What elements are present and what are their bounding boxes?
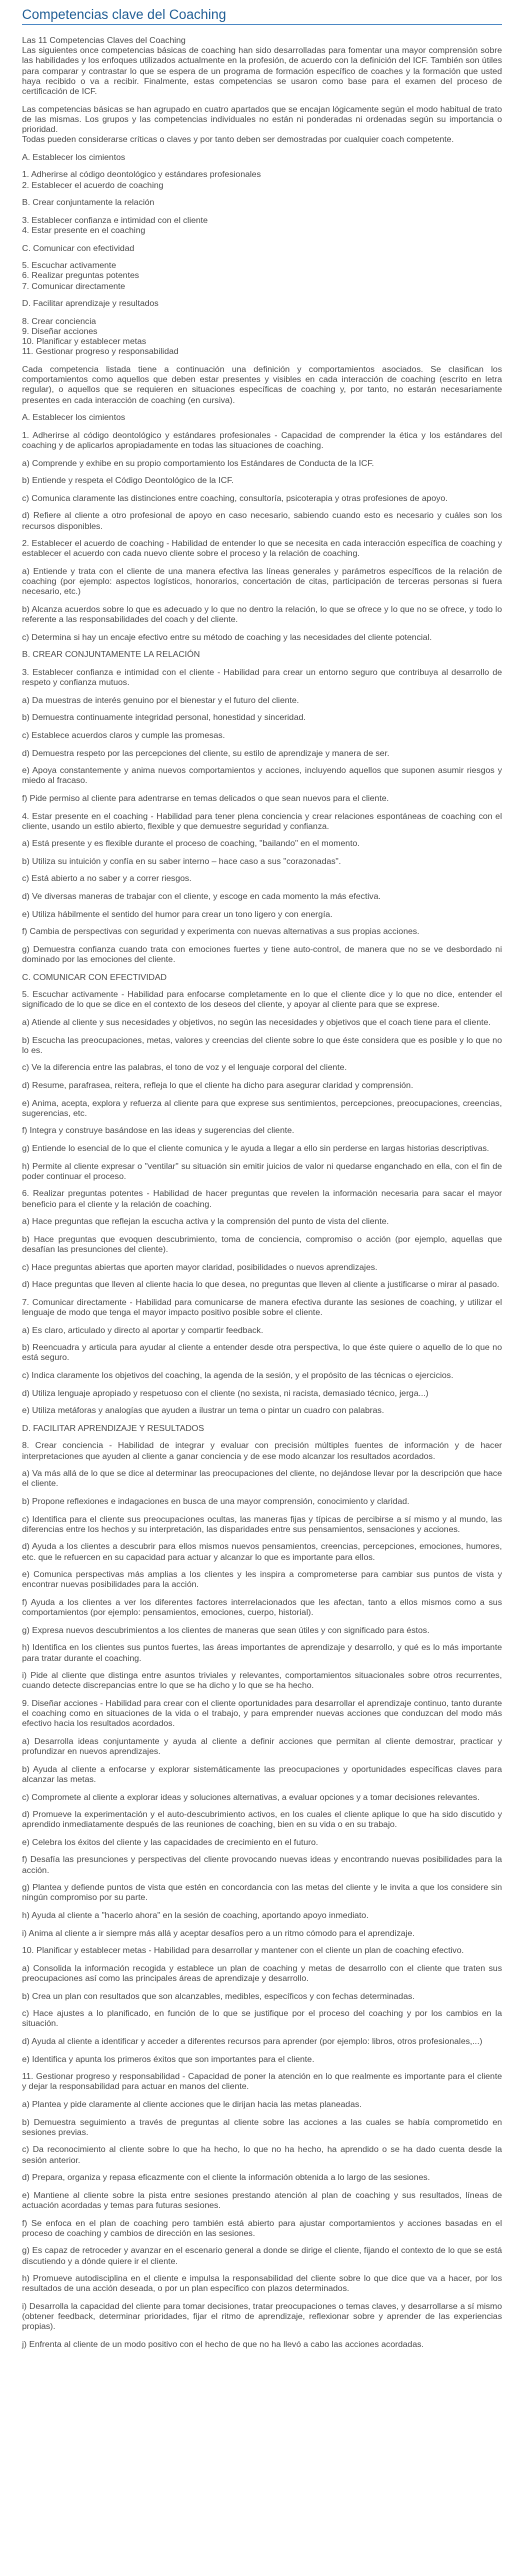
paragraph: C. Comunicar con efectividad (22, 242, 135, 253)
paragraph: c) Está abierto a no saber y a correr riesgos. (22, 873, 192, 884)
document-body (22, 35, 502, 2349)
paragraph: c) Ve la diferencia entre las palabras, el tono de voz y el lenguaje corporal del cliente. (22, 1062, 347, 1073)
paragraph: a) Está presente y es flexible durante el proceso de coaching, "bailando" en el momento. (22, 838, 360, 849)
paragraph: c) Da reconocimiento al cliente sobre lo que ha hecho, lo que no ha hecho, ha aprendido o se ha dado cuenta desde la sesión anterior. (22, 2144, 502, 2165)
paragraph: f) Pide permiso al cliente para adentrarse en temas delicados o que sean nuevos para el cliente. (22, 792, 389, 803)
paragraph: 8. Crear conciencia 9. Diseñar acciones 10. Planificar y establecer metas 11. Gestionar progreso y responsabilidad (22, 315, 179, 357)
paragraph: e) Comunica perspectivas más amplias a los clientes y les inspira a comprometerse para cambiar sus puntos de vista y encontrar nuevas posibilidades para la acción. (22, 1569, 502, 1590)
paragraph: i) Anima al cliente a ir siempre más allá y aceptar desafíos pero a un ritmo cómodo para el aprendizaje. (22, 1927, 415, 1938)
paragraph: e) Utiliza hábilmente el sentido del humor para crear un tono ligero y con energía. (22, 908, 333, 919)
paragraph: b) Alcanza acuerdos sobre lo que es adecuado y lo que no dentro la relación, lo que se ofrece y lo que no se ofrece, y todo lo referente a las responsabilidades del coach y del cliente. (22, 603, 502, 625)
paragraph: e) Apoya constantemente y anima nuevos comportamientos y acciones, incluyendo aquellos que suponen asumir riesgos y miedo al fracaso. (22, 765, 502, 786)
paragraph: A. Establecer los cimientos (22, 412, 126, 423)
paragraph: b) Demuestra seguimiento a través de preguntas al cliente sobre las acciones a las cuales se había comprometido en sesiones previas. (22, 2116, 502, 2137)
paragraph: d) Resume, parafrasea, reitera, refleja lo que el cliente ha dicho para asegurar claridad y comprensión. (22, 1080, 414, 1091)
paragraph: d) Ve diversas maneras de trabajar con el cliente, y escoge en cada momento la más efectiva. (22, 891, 381, 902)
paragraph: b) Crea un plan con resultados que son alcanzables, medibles, específicos y con fechas determinadas. (22, 1990, 415, 2001)
paragraph: c) Establece acuerdos claros y cumple las promesas. (22, 729, 225, 740)
paragraph: h) Permite al cliente expresar o "ventilar" su situación sin emitir juicios de valor ni quedarse enganchado en ella, con el fin de poder continuar el proceso. (22, 1160, 502, 1181)
paragraph: D. FACILITAR APRENDIZAJE Y RESULTADOS (22, 1422, 205, 1433)
paragraph: b) Demuestra continuamente integridad personal, honestidad y sinceridad. (22, 712, 306, 723)
paragraph: e) Anima, acepta, explora y refuerza al cliente para que exprese sus sentimientos, percepciones, preocupaciones, creencias, sugerencias, etc. (22, 1097, 502, 1118)
paragraph: c) Determina si hay un encaje efectivo entre su método de coaching y las necesidades del cliente potencial. (22, 631, 432, 642)
paragraph: b) Reencuadra y articula para ayudar al cliente a entender desde otra perspectiva, lo que éste quiere o aquello de lo que no está seguro. (22, 1342, 502, 1363)
paragraph: d) Ayuda a los clientes a descubrir para ellos mismos nuevos pensamientos, creencias, percepciones, emociones, humores, etc. que le refuercen en su capacidad para actuar y alcanzar lo que es importante para ellos. (22, 1541, 502, 1562)
paragraph: d) Promueve la experimentación y el auto-descubrimiento activos, en los cuales el cliente aplique lo que ha sido discutido y aprendido inmediatamente después de las reuniones de coaching, bien en su vida o en su trabajo. (22, 1809, 502, 1830)
paragraph: D. Facilitar aprendizaje y resultados (22, 298, 159, 309)
paragraph: 1. Adherirse al código deontológico y estándares profesionales 2. Establecer el acuerdo de coaching (22, 169, 261, 190)
paragraph: B. CREAR CONJUNTAMENTE LA RELACIÓN (22, 649, 200, 660)
paragraph: c) Compromete al cliente a explorar ideas y soluciones alternativas, a evaluar opciones y a tomar decisiones relevantes. (22, 1791, 480, 1802)
paragraph: i) Desarrolla la capacidad del cliente para tomar decisiones, tratar preocupaciones o temas claves, y desarrollarse a sí mismo (obtener feedback, determinar prioridades, fijar el ritmo de aprendizaje, reflexionar sobre y aprender de las experiencias propias). (22, 2301, 502, 2332)
paragraph: 11. Gestionar progreso y responsabilidad - Capacidad de poner la atención en lo que realmente es importante para el cliente y dejar la responsabilidad para actuar en manos del cliente. (22, 2071, 502, 2092)
paragraph: g) Demuestra confianza cuando trata con emociones fuertes y tiene auto-control, de manera que no se ve desbordado ni dominado por las emociones del cliente. (22, 943, 502, 965)
paragraph: 3. Establecer confianza e intimidad con el cliente 4. Estar presente en el coaching (22, 214, 208, 235)
paragraph: c) Comunica claramente las distinciones entre coaching, consultoría, psicoterapia y otras profesiones de apoyo. (22, 492, 448, 503)
paragraph: 6. Realizar preguntas potentes - Habilidad de hacer preguntas que revelen la información necesaria para sacar el mayor beneficio para el cliente y la relación de coaching. (22, 1188, 502, 1209)
paragraph: c) Hace preguntas abiertas que aporten mayor claridad, posibilidades o nuevos aprendizajes. (22, 1261, 378, 1272)
paragraph: Las 11 Competencias Claves del Coaching Las siguientes once competencias básicas de coaching han sido desarrolladas para fomentar una mayor comprensión sobre las habilidades y los enfoques utilizados actualmente en la profesión, de acuerdo con la definición del ICF. También son útiles para comparar y contrastar lo que se espera de un programa de formación específico de coaches y la formación que usted haya recibido o va a recibir. Finalmente, estas competencias se usaron como base para el examen del proceso de certificación de ICF. (22, 35, 502, 97)
paragraph: f) Desafía las presunciones y perspectivas del cliente provocando nuevas ideas y encontrando nuevas posibilidades para la acción. (22, 1854, 502, 1875)
paragraph: b) Hace preguntas que evoquen descubrimiento, toma de conciencia, compromiso o acción (por ejemplo, aquellas que desafían las presunciones del cliente). (22, 1233, 502, 1254)
paragraph: e) Identifica y apunta los primeros éxitos que son importantes para el cliente. (22, 2053, 315, 2064)
paragraph: e) Mantiene al cliente sobre la pista entre sesiones prestando atención al plan de coaching y sus resultados, líneas de actuación acordadas y temas para futuras sesiones. (22, 2189, 502, 2211)
paragraph: d) Ayuda al cliente a identificar y acceder a diferentes recursos para aprender (por ejemplo: libros, otros profesionales,...) (22, 2036, 483, 2047)
paragraph: g) Entiende lo esencial de lo que el cliente comunica y le ayuda a llegar a ello sin perderse en largas historias descriptivas. (22, 1143, 490, 1154)
paragraph: a) Plantea y pide claramente al cliente acciones que le dirijan hacia las metas planeadas. (22, 2099, 362, 2110)
paragraph: d) Hace preguntas que lleven al cliente hacia lo que desea, no preguntas que lleven al cliente a justificarse o mirar al pasado. (22, 1279, 500, 1290)
paragraph: e) Utiliza metáforas y analogías que ayuden a ilustrar un tema o pintar un cuadro con palabras. (22, 1405, 385, 1416)
paragraph: a) Consolida la información recogida y establece un plan de coaching y metas de desarrollo con el cliente que traten sus preocupaciones así como las principales áreas de aprendizaje y desarrollo. (22, 1962, 502, 1984)
paragraph: a) Desarrolla ideas conjuntamente y ayuda al cliente a definir acciones que permitan al cliente demostrar, practicar y profundizar en nuevos aprendizajes. (22, 1735, 502, 1757)
paragraph: a) Entiende y trata con el cliente de una manera efectiva las líneas generales y parámetros específicos de la relación de coaching (por ejemplo: aspectos logísticos, honorarios, concertación de citas, participación de terceras personas si fuera necesario, etc.) (22, 565, 502, 597)
page-title: Competencias clave del Coaching (22, 7, 227, 22)
paragraph: C. COMUNICAR CON EFECTIVIDAD (22, 971, 167, 982)
paragraph: Cada competencia listada tiene a continuación una definición y comportamientos asociados. Se clasifican los comportamientos como aquellos que deben estar presentes y visibles en cada interacción de coaching (escrito en letra regular), o aquellos que se requieren en situaciones específicas de coaching y, por tanto, no estarán necesariamente presentes en cada interacción de coaching (en cursiva). (22, 363, 502, 405)
paragraph: e) Celebra los éxitos del cliente y las capacidades de crecimiento en el futuro. (22, 1836, 319, 1847)
paragraph: 5. Escuchar activamente - Habilidad para enfocarse completamente en lo que el cliente dice y lo que no dice, entender el significado de lo que se dice en el contexto de los deseos del cliente, y apoyar al cliente para que se exprese. (22, 989, 502, 1010)
paragraph: 3. Establecer confianza e intimidad con el cliente - Habilidad para crear un entorno seguro que contribuya al desarrollo de respeto y confianza mutuos. (22, 666, 502, 688)
paragraph: f) Ayuda a los clientes a ver los diferentes factores interrelacionados que les afectan, tanto a ellos mismos como a sus comportamientos (por ejemplo: pensamientos, emociones, cuerpo, historial). (22, 1596, 502, 1618)
paragraph: g) Es capaz de retroceder y avanzar en el escenario general a donde se dirige el cliente, fijando el contexto de lo que se está discutiendo y a dónde quiere ir el cliente. (22, 2245, 502, 2266)
paragraph: b) Propone reflexiones e indagaciones en busca de una mayor comprensión, conocimiento y claridad. (22, 1495, 410, 1506)
paragraph: A. Establecer los cimientos (22, 151, 126, 162)
paragraph: a) Va más allá de lo que se dice al determinar las preocupaciones del cliente, no dejándose llevar por la descripción que hace el cliente. (22, 1468, 502, 1489)
paragraph: d) Prepara, organiza y repasa eficazmente con el cliente la información obtenida a lo largo de las sesiones. (22, 2172, 430, 2183)
paragraph: a) Atiende al cliente y sus necesidades y objetivos, no según las necesidades y objetivos que el coach tiene para el cliente. (22, 1017, 491, 1028)
paragraph: c) Indica claramente los objetivos del coaching, la agenda de la sesión, y el propósito de las técnicas o ejercicios. (22, 1369, 454, 1380)
paragraph: 4. Estar presente en el coaching - Habilidad para tener plena conciencia y crear relaciones espontáneas de coaching con el cliente, usando un estilo abierto, flexible y que demuestre seguridad y confianza. (22, 810, 502, 831)
paragraph: b) Entiende y respeta el Código Deontológico de la ICF. (22, 475, 234, 486)
paragraph: f) Integra y construye basándose en las ideas y sugerencias del cliente. (22, 1125, 295, 1136)
paragraph: 8. Crear conciencia - Habilidad de integrar y evaluar con precisión múltiples fuentes de información y de hacer interpretaciones que ayuden al cliente a ganar conciencia y de ese modo alcanzar los resultados acordados. (22, 1440, 502, 1461)
paragraph: a) Da muestras de interés genuino por el bienestar y el futuro del cliente. (22, 694, 300, 705)
paragraph: 2. Establecer el acuerdo de coaching - Habilidad de entender lo que se necesita en cada interacción específica de coaching y establecer el acuerdo con cada nuevo cliente sobre el proceso y la relación de coaching. (22, 538, 502, 559)
paragraph: a) Es claro, articulado y directo al aportar y compartir feedback. (22, 1324, 264, 1335)
paragraph: f) Se enfoca en el plan de coaching pero también está abierto para ajustar comportamientos y acciones basadas en el proceso de coaching y cambios de dirección en las sesiones. (22, 2217, 502, 2238)
paragraph: h) Identifica en los clientes sus puntos fuertes, las áreas importantes de aprendizaje y desarrollo, y qué es lo más importante para tratar durante el coaching. (22, 1642, 502, 1663)
paragraph: Las competencias básicas se han agrupado en cuatro apartados que se encajan lógicamente según el modo habitual de trato de las mismas. Los grupos y las competencias individuales no están ni ponderadas ni ordenadas según su importancia o prioridad. Todas pueden considerarse críticas o claves y por tanto deben ser demostradas por cualquier coach competente. (22, 103, 502, 145)
paragraph: d) Demuestra respeto por las percepciones del cliente, su estilo de aprendizaje y manera de ser. (22, 747, 390, 758)
paragraph: b) Utiliza su intuición y confía en su saber interno – hace caso a sus "corazonadas". (22, 855, 341, 866)
paragraph: 1. Adherirse al código deontológico y estándares profesionales - Capacidad de comprender la ética y los estándares del coaching y de aplicarlos apropiadamente en todas las situaciones de coaching. (22, 429, 502, 450)
paragraph: i) Pide al cliente que distinga entre asuntos triviales y relevantes, comportamientos situacionales sobre otros recurrentes, cuando detecte discrepancias entre lo que se ha dicho y lo que se ha hecho. (22, 1670, 502, 1691)
paragraph: 9. Diseñar acciones - Habilidad para crear con el cliente oportunidades para desarrollar el aprendizaje continuo, tanto durante el coaching como en situaciones de la vida o el trabajo, y para emprender nuevas acciones que conduzcan del modo más efectivo hacia los resultados acordados. (22, 1697, 502, 1729)
paragraph: d) Utiliza lenguaje apropiado y respetuoso con el cliente (no sexista, ni racista, demasiado técnico, jerga...) (22, 1387, 429, 1398)
paragraph: b) Escucha las preocupaciones, metas, valores y creencias del cliente sobre lo que éste considera que es posible y lo que no lo es. (22, 1034, 502, 1055)
paragraph: a) Hace preguntas que reflejan la escucha activa y la comprensión del punto de vista del cliente. (22, 1216, 389, 1227)
paragraph: b) Ayuda al cliente a enfocarse y explorar sistemáticamente las preocupaciones y oportunidades específicas claves para alcanzar las metas. (22, 1763, 502, 1784)
paragraph: d) Refiere al cliente a otro profesional de apoyo en caso necesario, sabiendo cuando esto es necesario y cuáles son los recursos disponibles. (22, 510, 502, 531)
paragraph: c) Hace ajustes a lo planificado, en función de lo que se justifique por el proceso del coaching y por los cambios en la situación. (22, 2008, 502, 2029)
paragraph: a) Comprende y exhibe en su propio comportamiento los Estándares de Conducta de la ICF. (22, 457, 375, 468)
paragraph: j) Enfrenta al cliente de un modo positivo con el hecho de que no ha llevó a cabo las acciones acordadas. (22, 2339, 424, 2349)
paragraph: c) Identifica para el cliente sus preocupaciones ocultas, las maneras fijas y típicas de percibirse a sí mismo y al mundo, las diferencias entre los hechos y su interpretación, las disparidades entre sus pensamientos, sensaciones y acciones. (22, 1513, 502, 1534)
paragraph: 10. Planificar y establecer metas - Habilidad para desarrollar y mantener con el cliente un plan de coaching efectivo. (22, 1945, 464, 1956)
paragraph: 7. Comunicar directamente - Habilidad para comunicarse de manera efectiva durante las sesiones de coaching, y utilizar el lenguaje de modo que tenga el mayor impacto positivo posible sobre el cliente. (22, 1296, 502, 1317)
paragraph: g) Expresa nuevos descubrimientos a los clientes de maneras que sean útiles y con significado para éstos. (22, 1624, 430, 1635)
paragraph: 5. Escuchar activamente 6. Realizar preguntas potentes 7. Comunicar directamente (22, 260, 140, 291)
paragraph: h) Ayuda al cliente a "hacerlo ahora" en la sesión de coaching, aportando apoyo inmediato. (22, 1910, 369, 1921)
paragraph: f) Cambia de perspectivas con seguridad y experimenta con nuevas alternativas a sus propias acciones. (22, 926, 420, 937)
paragraph: g) Plantea y defiende puntos de vista que estén en concordancia con las metas del cliente y le invita a que los considere sin ningún compromiso por su parte. (22, 1882, 502, 1903)
paragraph: B. Crear conjuntamente la relación (22, 197, 155, 208)
title-divider (22, 24, 502, 25)
paragraph: h) Promueve autodisciplina en el cliente e impulsa la responsabilidad del cliente sobre lo que dice que va a hacer, por los resultados de una acción deseada, o por un plan específico con plazos determinados. (22, 2273, 502, 2294)
